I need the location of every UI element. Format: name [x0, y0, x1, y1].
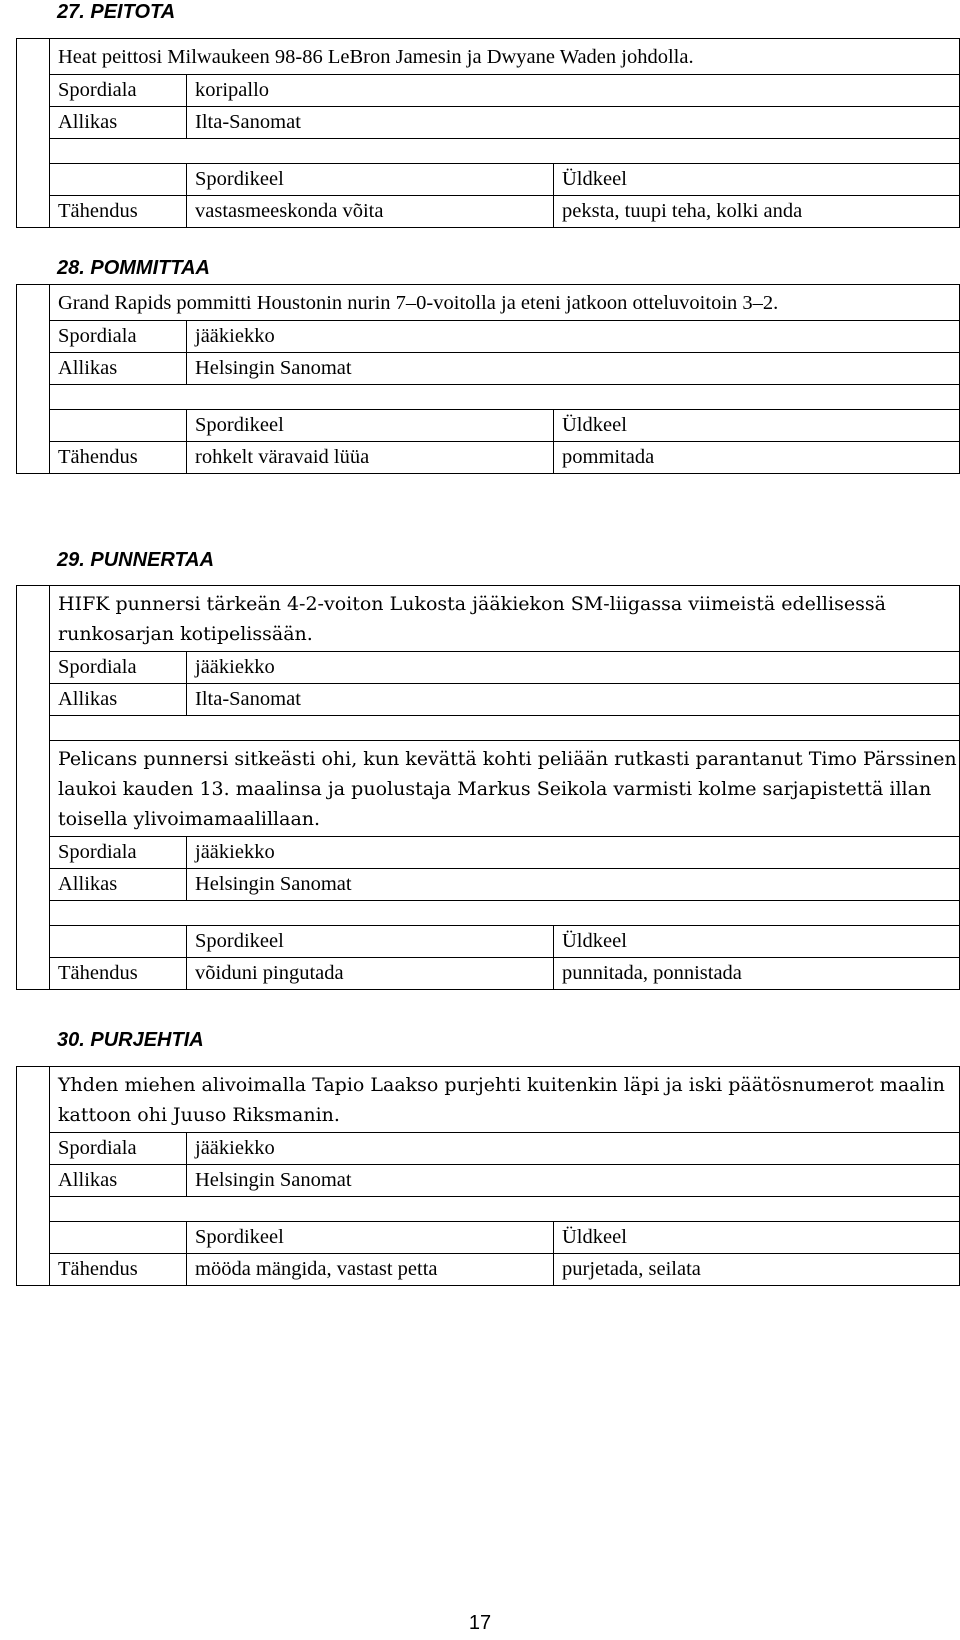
source-label: Allikas: [50, 1165, 187, 1197]
sport-label: Spordiala: [50, 75, 187, 107]
column-header-sport-term: Spordikeel: [187, 410, 554, 442]
blank-row: [50, 385, 960, 410]
source-value: Ilta-Sanomat: [187, 684, 960, 716]
sport-value: jääkiekko: [187, 837, 960, 869]
sport-meaning: rohkelt väravaid lüüa: [187, 442, 554, 474]
meaning-label: Tähendus: [50, 196, 187, 228]
entry-table: [16, 38, 960, 228]
source-value: Helsingin Sanomat: [187, 1165, 960, 1197]
column-header-sport-term: Spordikeel: [187, 1222, 554, 1254]
empty-cell: [50, 410, 187, 442]
entry-heading: 29. PUNNERTAA: [57, 549, 215, 571]
column-header-general: Üldkeel: [554, 164, 960, 196]
source-label: Allikas: [50, 107, 187, 139]
blank-row: [50, 139, 960, 164]
blank-row: [50, 716, 960, 741]
entry-table: [16, 284, 960, 474]
entry-table: [16, 1066, 960, 1286]
empty-cell: [50, 164, 187, 196]
sport-meaning: mööda mängida, vastast petta: [187, 1254, 554, 1286]
sport-label: Spordiala: [50, 321, 187, 353]
table-gutter: [17, 586, 50, 990]
entry-heading: 27. PEITOTA: [57, 1, 176, 23]
example-sentence: Pelicans punnersi sitkeästi ohi, kun kevättä kohti peliään rutkasti parantanut Timo Pärssinen laukoi kauden 13. maalinsa ja puolustaja Markus Seikola varmisti kolme sarjapistettä illan toisella ylivoimamaalillaan.: [50, 741, 960, 837]
entry-table: [16, 585, 960, 990]
sport-meaning: vastasmeeskonda võita: [187, 196, 554, 228]
entry-heading: 28. POMMITTAA: [57, 257, 210, 279]
empty-cell: [50, 1222, 187, 1254]
meaning-label: Tähendus: [50, 1254, 187, 1286]
source-label: Allikas: [50, 353, 187, 385]
meaning-label: Tähendus: [50, 958, 187, 990]
sport-value: jääkiekko: [187, 652, 960, 684]
column-header-sport-term: Spordikeel: [187, 926, 554, 958]
empty-cell: [50, 926, 187, 958]
example-sentence: Grand Rapids pommitti Houstonin nurin 7–0-voitolla ja eteni jatkoon otteluvoitoin 3–2.: [50, 285, 960, 321]
general-meaning: peksta, tuupi teha, kolki anda: [554, 196, 960, 228]
source-value: Helsingin Sanomat: [187, 869, 960, 901]
sport-label: Spordiala: [50, 652, 187, 684]
example-sentence: Heat peittosi Milwaukeen 98-86 LeBron Jamesin ja Dwyane Waden johdolla.: [50, 39, 960, 75]
general-meaning: pommitada: [554, 442, 960, 474]
sport-label: Spordiala: [50, 837, 187, 869]
column-header-general: Üldkeel: [554, 410, 960, 442]
column-header-sport-term: Spordikeel: [187, 164, 554, 196]
entry-heading: 30. PURJEHTIA: [57, 1029, 204, 1051]
meaning-label: Tähendus: [50, 442, 187, 474]
blank-row: [50, 901, 960, 926]
example-sentence: Yhden miehen alivoimalla Tapio Laakso purjehti kuitenkin läpi ja iski päätösnumerot maalin kattoon ohi Juuso Riksmanin.: [50, 1067, 960, 1133]
table-gutter: [17, 285, 50, 474]
sport-value: jääkiekko: [187, 321, 960, 353]
example-sentence: HIFK punnersi tärkeän 4-2-voiton Lukosta jääkiekon SM-liigassa viimeistä edellisessä runkosarjan kotipelissään.: [50, 586, 960, 652]
source-label: Allikas: [50, 869, 187, 901]
general-meaning: punnitada, ponnistada: [554, 958, 960, 990]
sport-value: koripallo: [187, 75, 960, 107]
sport-label: Spordiala: [50, 1133, 187, 1165]
source-label: Allikas: [50, 684, 187, 716]
column-header-general: Üldkeel: [554, 926, 960, 958]
sport-value: jääkiekko: [187, 1133, 960, 1165]
table-gutter: [17, 39, 50, 228]
page-number: 17: [468, 1612, 492, 1634]
table-gutter: [17, 1067, 50, 1286]
blank-row: [50, 1197, 960, 1222]
source-value: Helsingin Sanomat: [187, 353, 960, 385]
sport-meaning: võiduni pingutada: [187, 958, 554, 990]
column-header-general: Üldkeel: [554, 1222, 960, 1254]
source-value: Ilta-Sanomat: [187, 107, 960, 139]
general-meaning: purjetada, seilata: [554, 1254, 960, 1286]
